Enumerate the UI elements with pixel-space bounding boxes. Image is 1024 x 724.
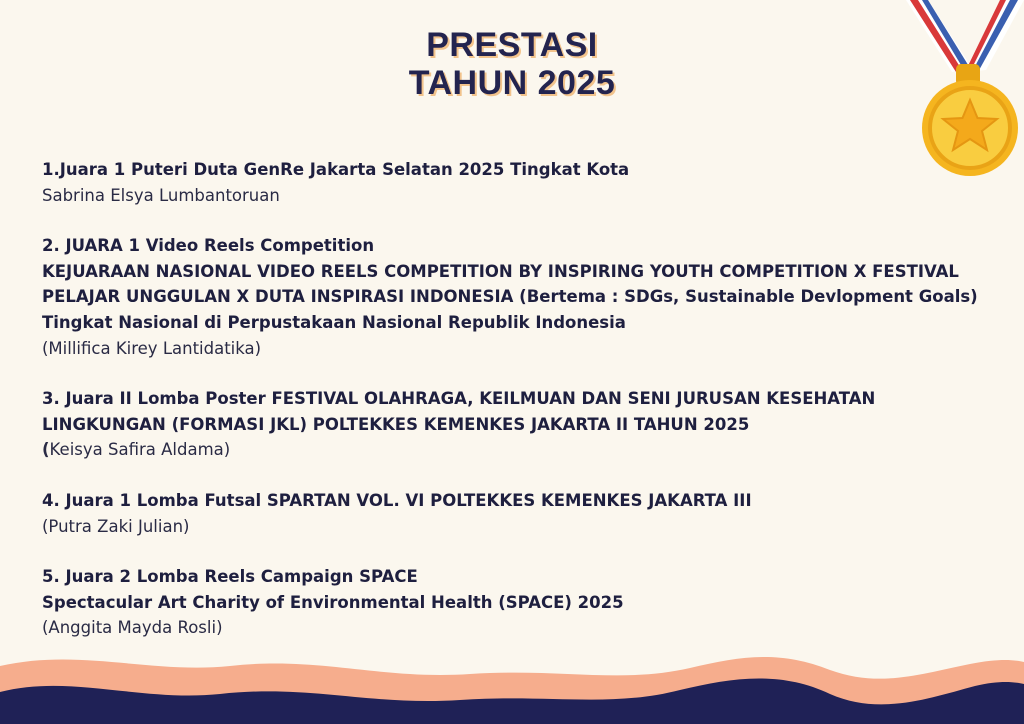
achievement-title: 3. Juara II Lomba Poster FESTIVAL OLAHRAGA, KEILMUAN DAN SENI JURUSAN KESEHATAN [42,389,876,409]
achievement-title: 2. JUARA 1 Video Reels Competition [42,236,375,256]
recipient-prefix: ( [42,440,50,460]
achievement-recipient [42,437,992,463]
achievement-item-2 [42,233,992,361]
achievement-title: 4. Juara 1 Lomba Futsal SPARTAN VOL. VI POLTEKKES KEMENKES JAKARTA III [42,490,752,510]
achievement-detail: LINGKUNGAN (FORMASI JKL) POLTEKKES KEMENKES JAKARTA II TAHUN 2025 [42,414,750,434]
achievement-list [42,157,992,666]
page-title [0,26,1024,102]
achievement-detail: KEJUARAAN NASIONAL VIDEO REELS COMPETITION BY INSPIRING YOUTH COMPETITION X FESTIVAL [42,261,959,281]
decorative-waves [0,644,1024,724]
achievement-detail: Tingkat Nasional di Perpustakaan Nasional Republik Indonesia [42,312,626,332]
achievement-title: 1.Juara 1 Puteri Duta GenRe Jakarta Selatan 2025 Tingkat Kota [42,160,630,179]
achievement-recipient: Sabrina Elsya Lumbantoruan [42,185,280,205]
achievement-detail: PELAJAR UNGGULAN X DUTA INSPIRASI INDONESIA (Bertema : SDGs, Sustainable Devlopment Goals) [42,287,978,307]
achievement-item-5 [42,564,992,641]
achievement-item-4 [42,488,992,539]
recipient-name: Keisya Safira Aldama) [49,440,231,460]
achievement-recipient: (Putra Zaki Julian) [42,516,190,536]
title-line-1: PRESTASI [426,26,598,64]
achievement-recipient: (Anggita Mayda Rosli) [42,618,223,638]
achievement-detail: Spectacular Art Charity of Environmental Health (SPACE) 2025 [42,592,624,612]
achievement-item-3 [42,386,992,463]
gold-medal-icon [906,0,1024,180]
achievement-recipient: (Millifica Kirey Lantidatika) [42,338,262,358]
title-line-2: TAHUN 2025 [408,64,616,102]
achievement-title: 5. Juara 2 Lomba Reels Campaign SPACE [42,567,418,587]
achievement-item-1 [42,157,992,208]
